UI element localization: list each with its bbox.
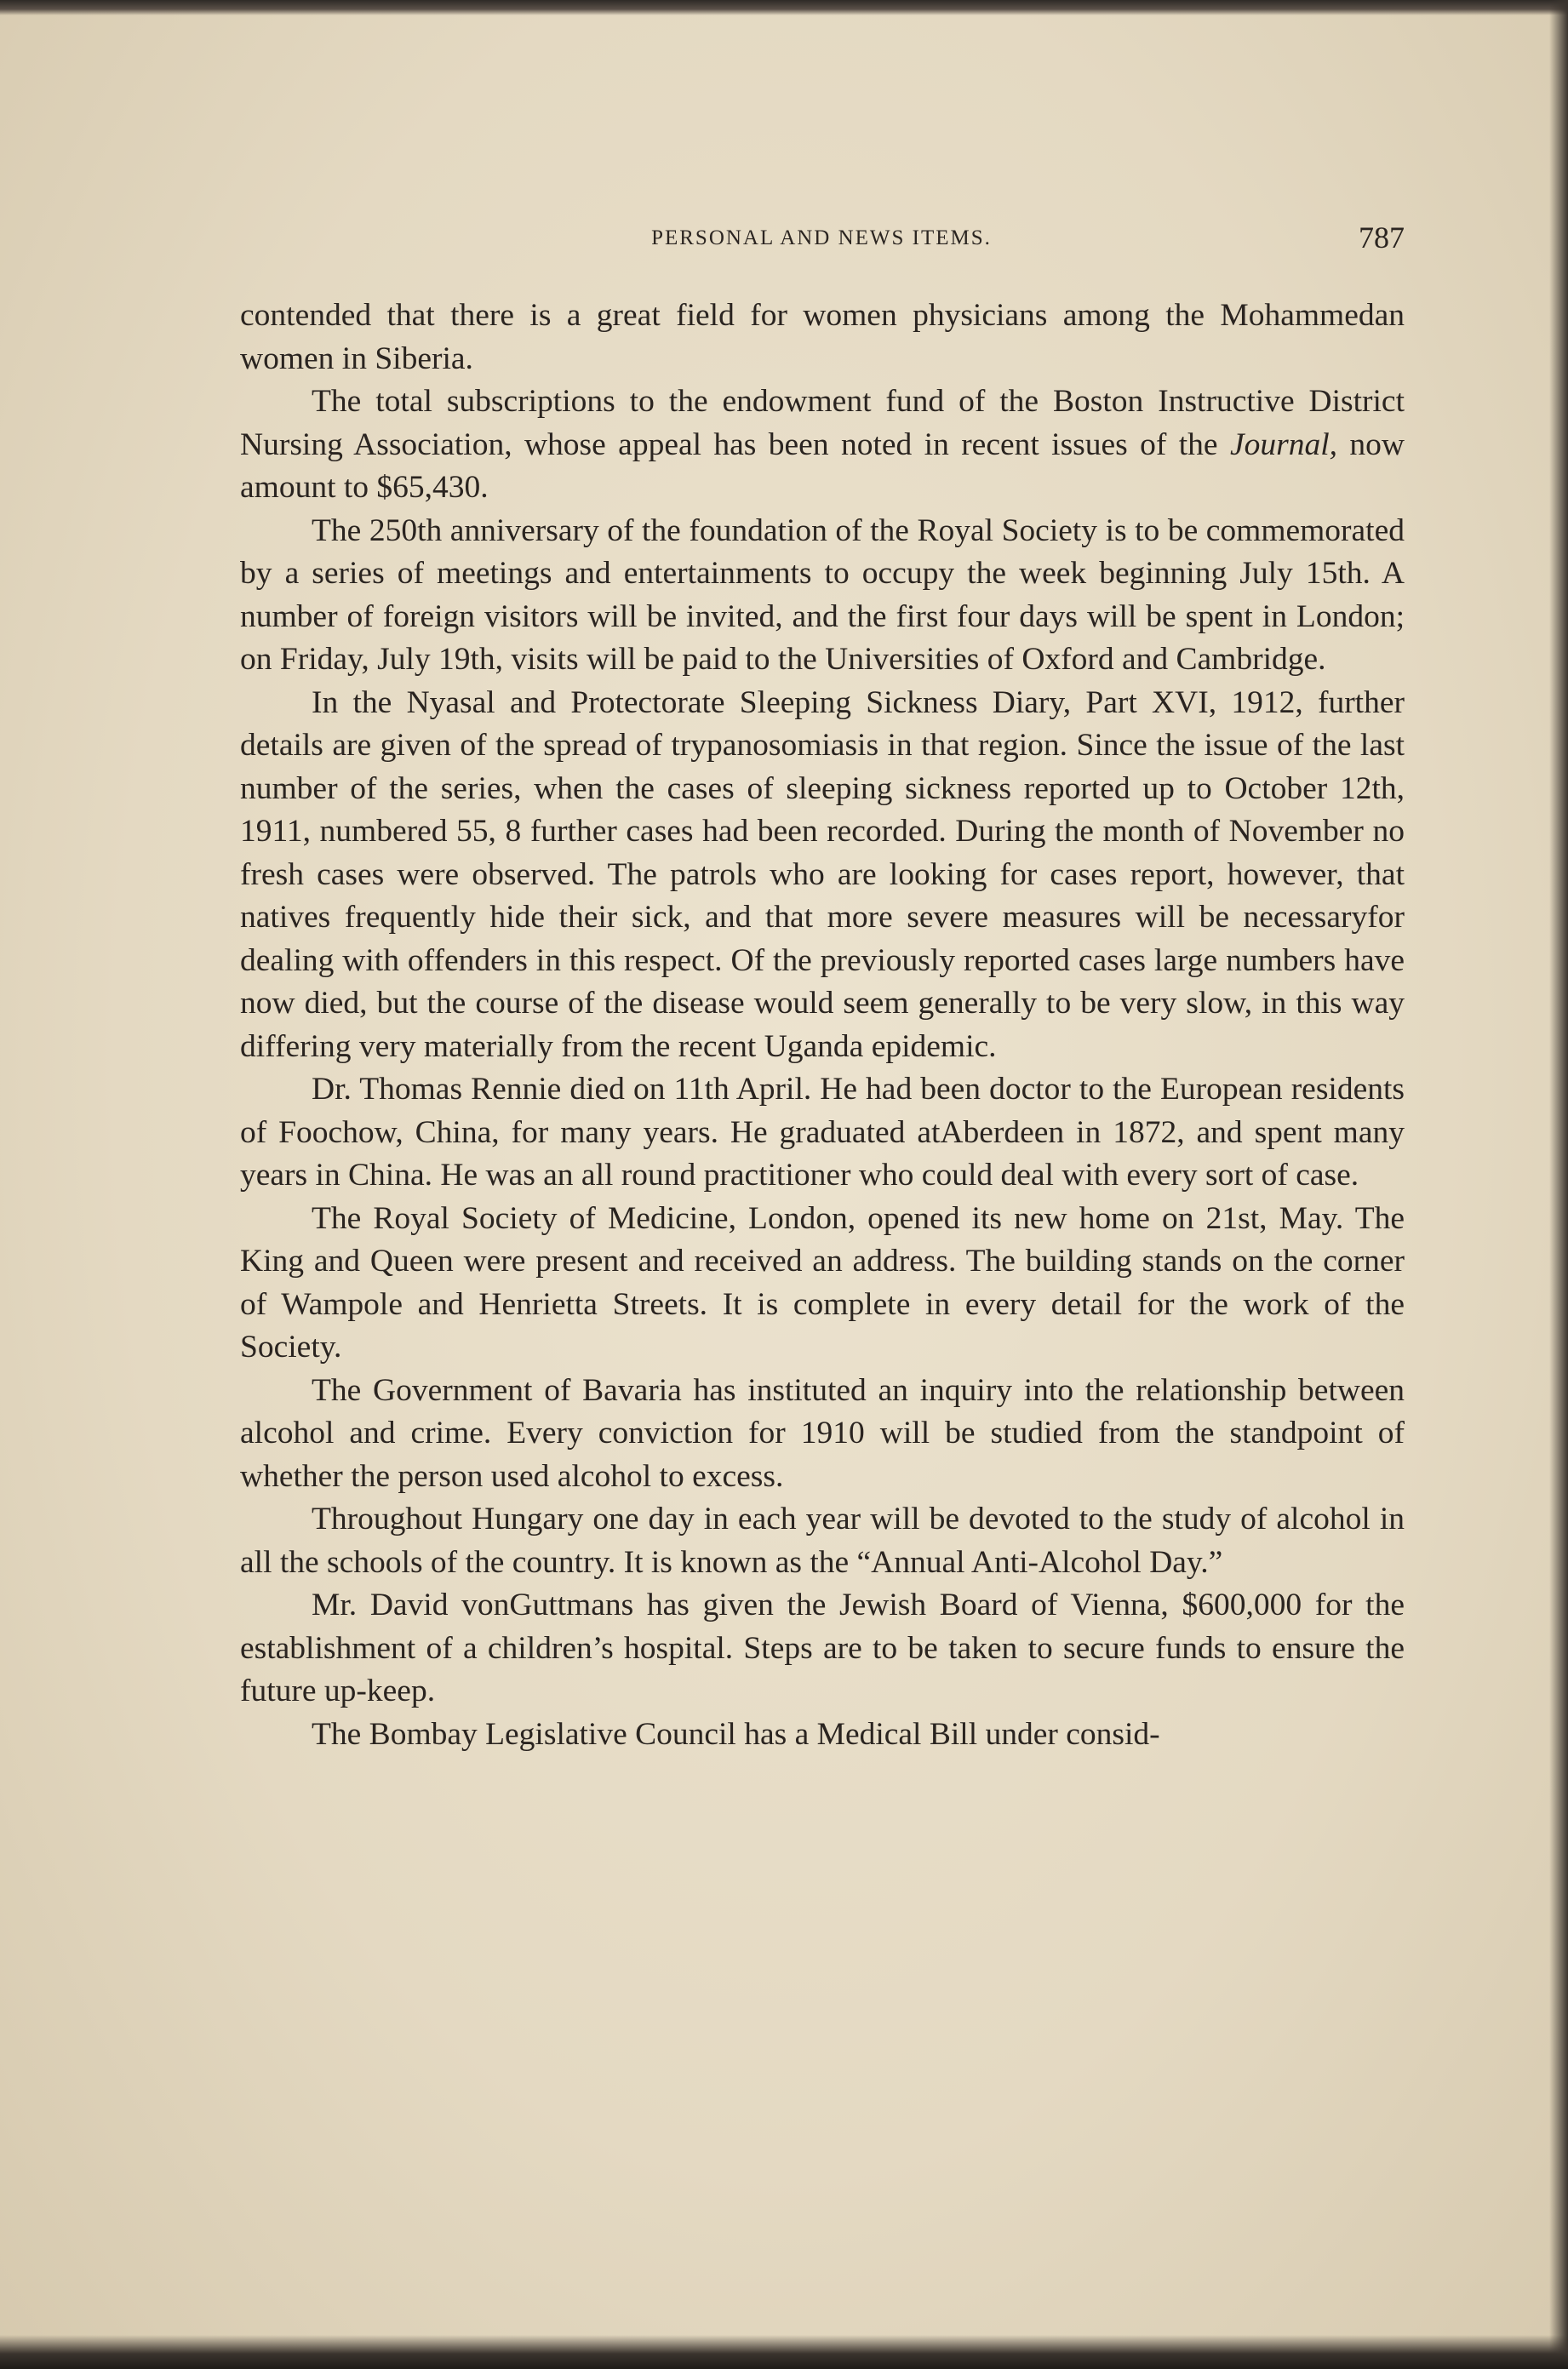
paragraph-royal-society-anniversary: The 250th anniversary of the foundation of the Royal Society is to be commemorated by a series of meetings and entertainments to occupy the week beginning July 15th. A number of foreign visitors will be invited, and the first four days will be spent in London; on Friday, July 19th, visits will be paid to the Universities of Oxford and Cambridge. (240, 512, 1405, 677)
running-head: PERSONAL AND NEWS ITEMS. (651, 226, 992, 249)
paragraph-hungary-anti-alcohol: Throughout Hungary one day in each year will be devoted to the study of alcohol in all the schools of the country. It is known as the “Annual Anti-Alcohol Day.” (240, 1502, 1405, 1580)
page-top-shadow (0, 0, 1568, 15)
page-right-shadow (1549, 0, 1568, 2369)
journal-title: Journal, (1229, 426, 1338, 462)
paragraph-bombay-medical-bill: The Bombay Legislative Council has a Medical Bill under consid- (312, 1716, 1160, 1752)
paragraph-text: now amount to $65,430. (240, 426, 1405, 505)
paragraph-royal-society-medicine: The Royal Society of Medicine, London, opened its new home on 21st, May. The King and Queen were present and received an address. The building stands on the corner of Wampole and Henrietta Streets. It is complete in every detail for the work of the Society. (240, 1200, 1405, 1365)
page-number: 787 (1359, 220, 1405, 255)
paragraph-vienna-hospital: Mr. David vonGuttmans has given the Jewish Board of Vienna, $600,000 for the establishment of a children’s hospital. Steps are to be taken to secure funds to ensure the future up-keep. (240, 1588, 1405, 1708)
paragraph-bavaria-inquiry: The Government of Bavaria has instituted an inquiry into the relationship between alcohol and crime. Every conviction for 1910 will be studied from the standpoint of whether the person used alcohol to excess. (240, 1372, 1405, 1494)
paragraph-nursing-association (240, 381, 1405, 510)
paragraph-text: The total subscriptions to the endowment fund of the Boston Instructive District Nursing Association, whose appeal has been noted in recent issues of the (240, 384, 1405, 462)
paragraph-sleeping-sickness: In the Nyasal and Protectorate Sleeping Sickness Diary, Part XVI, 1912, further details are given of the spread of trypanosomiasis in that region. Since the issue of the last number of the series, when the cases of sleeping sickness reported up to October 12th, 1911, numbered 55, 8 further cases had been recorded. During the month of November no fresh cases were observed. The patrols who are looking for cases report, however, that natives frequently hide their sick, and that more severe measures will be necessaryfor dealing with offenders in this respect. Of the previously reported cases large numbers have now died, but the course of the disease would seem generally to be very slow, in this way differing very materially from the recent Uganda epidemic. (240, 684, 1405, 1064)
article-body (240, 295, 1405, 1756)
page-header (238, 220, 1405, 254)
paragraph-thomas-rennie: Dr. Thomas Rennie died on 11th April. He had been doctor to the European residents of Foochow, China, for many years. He graduated atAberdeen in 1872, and spent many years in China. He was an all round practitioner who could deal with every sort of case. (240, 1072, 1405, 1193)
paragraph-women-physicians: contended that there is a great field for women physicians among the Mohammedan women in Siberia. (240, 298, 1405, 376)
page-bottom-shadow (0, 2335, 1568, 2369)
